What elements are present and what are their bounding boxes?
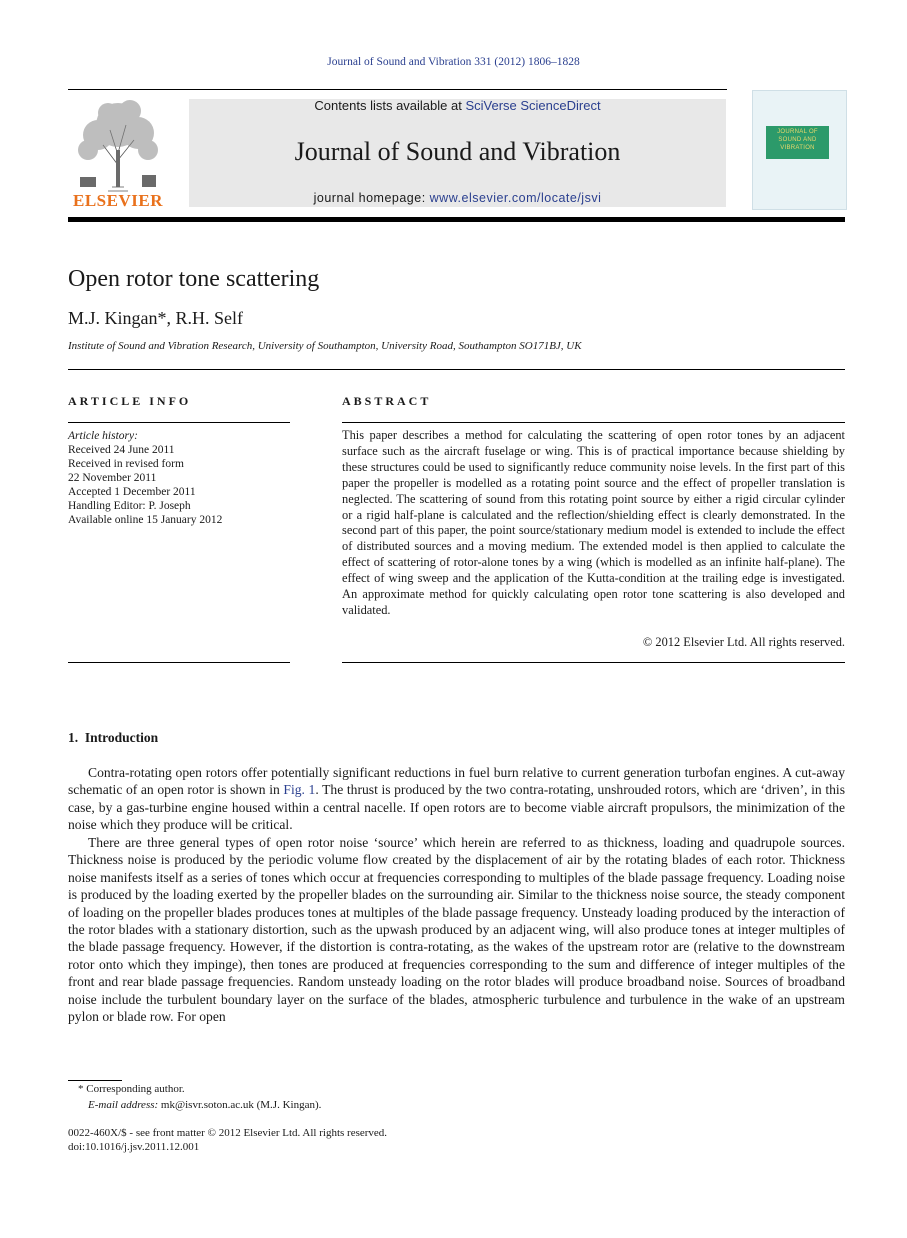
email-value[interactable]: mk@isvr.soton.ac.uk (M.J. Kingan). — [158, 1099, 322, 1111]
journal-cover-title: JOURNAL OF SOUND AND VIBRATION — [777, 129, 818, 151]
contents-prefix: Contents lists available at — [314, 98, 466, 113]
author-affiliation: Institute of Sound and Vibration Research, University of Southampton, University Road, Southampton SO171BJ, UK — [68, 340, 582, 352]
article-info-top-rule — [68, 422, 290, 423]
footnote-rule — [68, 1080, 122, 1081]
header-thick-rule — [68, 217, 845, 222]
journal-homepage-line — [189, 191, 726, 205]
abstract-heading: ABSTRACT — [342, 394, 432, 408]
section-heading-introduction: 1. Introduction — [68, 730, 159, 745]
abstract-top-rule — [342, 422, 845, 423]
article-history-label: Article history: — [68, 430, 138, 442]
article-title: Open rotor tone scattering — [68, 266, 320, 292]
abstract-body: This paper describes a method for calculating the scattering of open rotor tones by an adjacent surface such as the aircraft fuselage or wing. This is of practical importance because shielding by these structures could be used to significantly reduce community noise levels. In the first part of this paper the propeller is modelled as a rotating point source and the effect of propeller translation is neglected. The scattering of sound from this rotating point source by either a rigid circular cylinder or a rigid half-plane is calculated and the reflection/shielding effect is clearly demonstrated. In the second part of this paper, the point source/stationary medium model is extended to include the effect of distributed sources and a moving medium. The extended model is then applied to calculate the effect of scattering of rotor-alone tones by a wing (which is modelled as an infinite half-plane). The effect of wing sweep and the application of the Kutta-condition at the trailing edge is investigated. An approximate method for quickly calculating open rotor tone scattering is also developed and validated. — [342, 428, 845, 617]
figure-1-link[interactable]: Fig. 1 — [283, 782, 316, 798]
history-line: Received 24 June 2011 — [68, 444, 175, 456]
divider-rule — [68, 369, 845, 370]
article-history — [68, 429, 222, 527]
masthead-top-rule — [68, 89, 727, 90]
email-label: E-mail address: — [88, 1099, 159, 1111]
para1-text-before: Contra-rotating open rotors offer potentially significant reductions in fuel burn relative to current generation turbofan engines. A cut-away schematic of an open rotor is shown in — [68, 765, 845, 798]
history-line: 22 November 2011 — [68, 472, 157, 484]
history-line: Handling Editor: P. Joseph — [68, 500, 191, 512]
sciencedirect-link[interactable]: SciVerse ScienceDirect — [465, 98, 601, 113]
article-authors: M.J. Kingan*, R.H. Self — [68, 308, 243, 328]
para1-text-after: . The thrust is produced by the two contra-rotating, unshrouded rotors, which are ‘driven’, in this case, by a gas-turbine engine housed within a central nacelle. If open rotors are to become viable aircraft propulsors, the minimization of the noise which they produce will be critical. — [68, 782, 845, 833]
article-info-bottom-rule — [68, 662, 290, 663]
article-info-heading: ARTICLE INFO — [68, 394, 192, 408]
elsevier-wordmark: ELSEVIER — [73, 191, 163, 210]
intro-paragraph-2: There are three general types of open rotor noise ‘source’ which herein are referred to as thickness, loading and quadrupole sources. Thickness noise is produced by the periodic volume flow created by the displacement of air by the rotating blades of each rotor. Thickness noise manifests itself as a series of tones which occur at frequencies corresponding to multiples of the blade passage frequency. Loading noise is produced by the loading exerted by the propeller blades on the surrounding air. Similar to the thickness noise source, the steady component of loading on the propeller blades produces tones at multiples of the blade passage frequency. Unsteady loading produced by the interaction of the rotor blades with a stationary distortion, such as the upwash produced by an adjacent wing, will also produce tones at integer multiples of the blade passage frequency. However, if the distortion is contra-rotating, as the wakes of the upstream rotor are (relative to the downstream rotor onto which they impinge), then tones are produced at frequencies corresponding to the sum and difference of integer multiples of the front and rear blade passage frequencies. Random unsteady loading on the rotor blades will produce broadband noise. Sources of broadband noise include the turbulent boundary layer on the surface of the blades, atmospheric turbulence and turbulence in the wake of an upstream pylon or blade row. For open — [68, 835, 845, 1025]
homepage-prefix: journal homepage: — [313, 191, 430, 205]
email-footnote — [88, 1099, 321, 1111]
history-line: Accepted 1 December 2011 — [68, 486, 196, 498]
corresponding-author-note: * Corresponding author. — [78, 1083, 185, 1095]
contents-line — [189, 98, 726, 113]
journal-reference[interactable]: Journal of Sound and Vibration 331 (2012) 1806–1828 — [327, 56, 580, 68]
history-line: Available online 15 January 2012 — [68, 514, 223, 526]
abstract-copyright: © 2012 Elsevier Ltd. All rights reserved. — [642, 635, 845, 649]
journal-title: Journal of Sound and Vibration — [294, 137, 621, 166]
homepage-link[interactable]: www.elsevier.com/locate/jsvi — [429, 191, 602, 205]
front-matter-line: 0022-460X/$ - see front matter © 2012 Elsevier Ltd. All rights reserved. — [68, 1127, 388, 1139]
intro-paragraph-1 — [68, 764, 845, 834]
abstract-bottom-rule — [342, 662, 845, 663]
doi-line[interactable]: doi:10.1016/j.jsv.2011.12.001 — [68, 1141, 200, 1153]
history-line: Received in revised form — [68, 458, 184, 470]
